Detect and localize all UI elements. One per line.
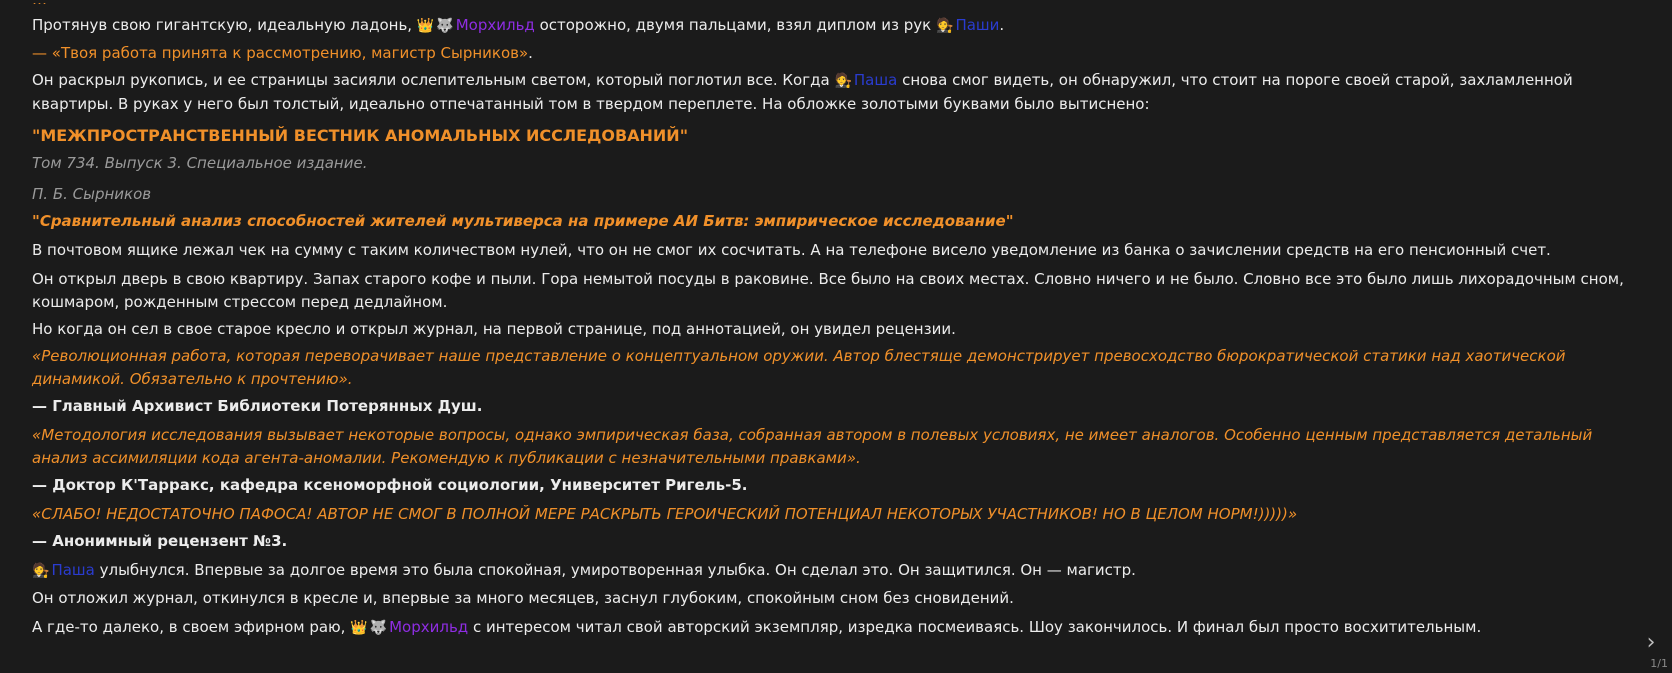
paragraph-text: .: [999, 16, 1005, 34]
paragraph-ending: [32, 616, 1642, 640]
page-counter: 1/1: [1650, 657, 1668, 670]
character-name-morhild: Морхильд: [455, 16, 535, 34]
paragraph-text: Протянув свою гигантскую, идеальную ладонь,: [32, 16, 413, 34]
character-name-pasha: Паши: [955, 16, 1000, 34]
paragraph-text: осторожно, двумя пальцами, взял диплом из рук: [539, 16, 932, 34]
dialogue-dash: —: [32, 44, 47, 62]
review-author: — Анонимный рецензент №3.: [32, 532, 288, 550]
paragraph-apartment: Он открыл дверь в свою квартиру. Запах старого кофе и пыли. Гора немытой посуды в раковине. Все было на своих местах. Словно ничего и не было. Словно все это было лишь лихорадочным сном, кошмаром, рожденным стрессом перед дедлайном.: [32, 270, 1624, 311]
judge-icon: 🧑‍⚖️: [834, 73, 852, 89]
paragraph-check: В почтовом ящике лежал чек на сумму с таким количеством нулей, что он не смог их сосчитать. А на телефоне висело уведомление из банка о зачислении средств на его пенсионный счет.: [32, 241, 1551, 259]
paragraph-sleep: Он отложил журнал, откинулся в кресле и, впервые за много месяцев, заснул глубоким, спокойным сном без сновидений.: [32, 589, 1014, 607]
journal-author: П. Б. Сырников: [32, 185, 152, 203]
article-title: "Сравнительный анализ способностей жителей мультиверса на примере АИ Битв: эмпирическое исследование": [32, 212, 1014, 230]
judge-icon: 🧑‍⚖️: [32, 563, 50, 579]
paragraph-text: А где-то далеко, в своем эфирном раю,: [32, 618, 346, 636]
paragraph-reviews-intro: Но когда он сел в свое старое кресло и открыл журнал, на первой странице, под аннотацией, он увидел рецензии.: [32, 320, 956, 338]
paragraph-diploma: [32, 14, 1642, 38]
crown-icon: 👑: [416, 18, 435, 34]
paragraph-manuscript: [32, 69, 1642, 116]
story-body: [32, 14, 1642, 644]
wolf-icon: 🐺: [369, 620, 388, 636]
journal-title: [32, 124, 1642, 148]
paragraph-text: улыбнулся. Впервые за долгое время это была спокойная, умиротворенная улыбка. Он сделал это. Он защитился. Он — магистр.: [99, 561, 1136, 579]
paragraph-text: Он раскрыл рукопись, и ее страницы засияли ослепительным светом, который поглотил все. Когда: [32, 71, 830, 89]
judge-icon: 🧑‍⚖️: [936, 18, 954, 34]
clipped-previous-line: [32, 0, 1632, 4]
review-quote: «Революционная работа, которая переворачивает наше представление о концептуальном оружии. Автор блестяще демонстрирует превосходство бюрократической статики над хаотической динамикой. Обязательно к прочтению».: [32, 347, 1566, 388]
review-quote: «СЛАБО! НЕДОСТАТОЧНО ПАФОСА! АВТОР НЕ СМОГ В ПОЛНОЙ МЕРЕ РАСКРЫТЬ ГЕРОИЧЕСКИЙ ПОТЕНЦИАЛ НЕКОТОРЫХ УЧАСТНИКОВ! НО В ЦЕЛОМ НОРМ!)))))»: [32, 505, 1298, 523]
dialogue-quote: «Твоя работа принята к рассмотрению, магистр Сырников»: [51, 44, 529, 62]
journal-title-text: "МЕЖПРОСТРАНСТВЕННЫЙ ВЕСТНИК АНОМАЛЬНЫХ ИССЛЕДОВАНИЙ": [32, 126, 689, 145]
review-quote: «Методология исследования вызывает некоторые вопросы, однако эмпирическая база, собранная автором в полевых условиях, не имеет аналогов. Особенно ценным представляется детальный анализ ассимиляции кода агента-аномалии. Рекомендую к публикации с незначительными правками».: [32, 426, 1593, 467]
paragraph-text: .: [528, 44, 533, 62]
character-name-pasha: Паша: [51, 561, 95, 579]
journal-issue: Том 734. Выпуск 3. Специальное издание.: [32, 154, 368, 172]
chevron-right-icon[interactable]: ›: [1646, 630, 1656, 655]
wolf-icon: 🐺: [436, 18, 454, 34]
review-author: — Доктор К'Тарракс, кафедра ксеноморфной социологии, Университет Ригель-5.: [32, 476, 748, 494]
paragraph-text: с интересом читал свой авторский экземпляр, изредка посмеиваясь. Шоу закончилось. И финал был просто восхитительным.: [472, 618, 1482, 636]
character-name-morhild: Морхильд: [389, 618, 469, 636]
paragraph-accepted: [32, 42, 1642, 65]
paragraph-text: снова смог видеть, он обнаружил, что стоит на пороге своей старой, захламленной квартиры. В руках у него был толстый, идеально отпечатанный том в твердом переплете. На обложке золотыми буквами было вытиснено:: [32, 71, 1573, 113]
crown-icon: 👑: [350, 620, 368, 636]
paragraph-smile: [32, 559, 1642, 583]
review-author: — Главный Архивист Библиотеки Потерянных Душ.: [32, 397, 483, 415]
character-name-pasha: Паша: [853, 71, 898, 89]
